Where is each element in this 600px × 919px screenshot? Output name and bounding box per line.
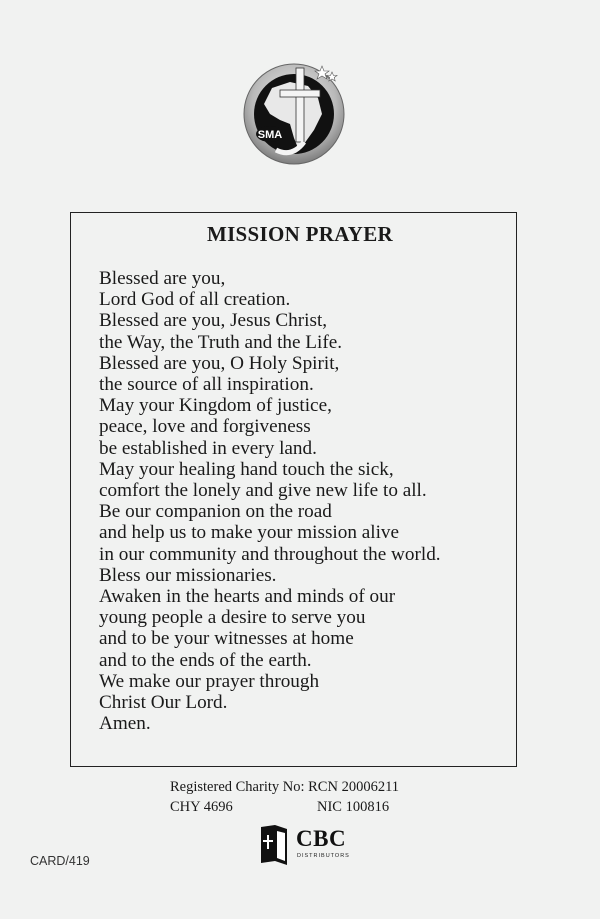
charity-nic: NIC 100816 [317, 799, 390, 815]
charity-chy: CHY 4696 [170, 799, 233, 815]
prayer-line: young people a desire to serve you [99, 607, 366, 629]
prayer-line: Blessed are you, O Holy Spirit, [99, 352, 340, 374]
charity-numbers [170, 797, 399, 817]
prayer-line: Be our companion on the road [99, 501, 332, 523]
prayer-line: Bless our missionaries. [99, 564, 277, 586]
prayer-line: be established in every land. [99, 437, 317, 459]
prayer-line: the source of all inspiration. [99, 374, 314, 396]
prayer-line: May your healing hand touch the sick, [99, 458, 394, 480]
prayer-line: Blessed are you, Jesus Christ, [99, 310, 328, 332]
sma-logo-label: SMA [257, 129, 283, 141]
prayer-line: peace, love and forgiveness [99, 416, 311, 438]
prayer-line: the Way, the Truth and the Life. [99, 331, 343, 353]
prayer-line: Blessed are you, [99, 268, 226, 289]
prayer-line: and help us to make your mission alive [99, 522, 400, 544]
prayer-line: comfort the lonely and give new life to all. [99, 480, 427, 502]
prayer-line: Christ Our Lord. [99, 692, 228, 714]
prayer-line: Awaken in the hearts and minds of our [99, 586, 396, 608]
sma-logo [242, 58, 348, 166]
charity-registered: Registered Charity No: RCN 20006211 [170, 779, 400, 795]
card-code: CARD/419 [30, 854, 90, 868]
prayer-text [99, 268, 441, 734]
prayer-line: Amen. [99, 713, 151, 735]
prayer-line: in our community and throughout the world. [99, 543, 441, 565]
charity-info [170, 777, 399, 817]
publisher-subtitle: DISTRIBUTORS [297, 853, 350, 859]
publisher-name: CBC [296, 826, 347, 851]
prayer-line: Lord God of all creation. [99, 289, 291, 311]
prayer-line: and to the ends of the earth. [99, 649, 312, 671]
prayer-line: May your Kingdom of justice, [99, 395, 332, 417]
prayer-line: and to be your witnesses at home [99, 628, 354, 650]
prayer-title: MISSION PRAYER [206, 222, 394, 246]
prayer-line: We make our prayer through [99, 670, 320, 692]
